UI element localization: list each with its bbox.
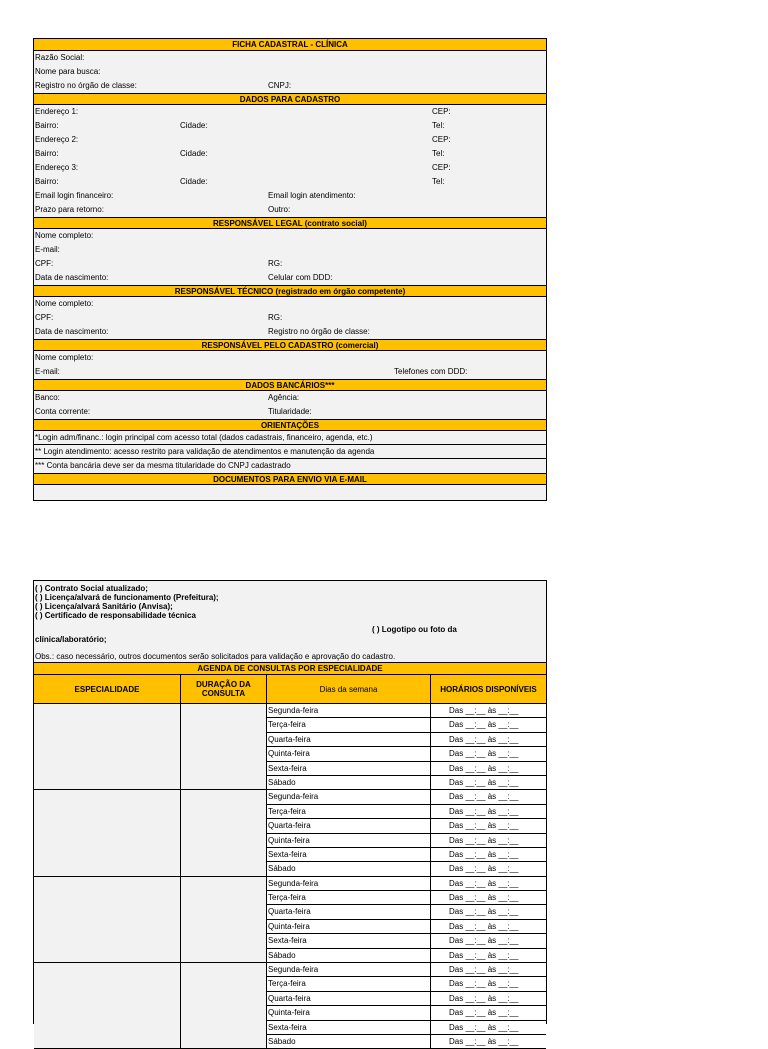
horario-cell[interactable]: Das __:__ às __:__ bbox=[431, 949, 546, 963]
day-cell: Sexta-feira bbox=[267, 934, 430, 948]
day-cell: Quarta-feira bbox=[267, 905, 430, 919]
day-cell: Quinta-feira bbox=[267, 1006, 430, 1020]
tecnico-cpf-row[interactable] bbox=[34, 311, 546, 325]
agenda-group bbox=[34, 877, 546, 963]
tecnico-nome-label: Nome completo: bbox=[35, 299, 94, 308]
day-cell: Terça-feira bbox=[267, 977, 430, 991]
cidade-label: Cidade: bbox=[180, 177, 208, 186]
horario-cell[interactable]: Das __:__ às __:__ bbox=[431, 905, 546, 919]
legal-email-row[interactable] bbox=[34, 243, 546, 257]
especialidade-cell[interactable] bbox=[34, 963, 181, 1049]
day-cell: Sábado bbox=[267, 776, 430, 790]
endereco1-label: Endereço 1: bbox=[35, 107, 79, 116]
doc-logotipo-checkbox[interactable]: ( ) Logotipo ou foto da bbox=[372, 625, 457, 634]
documentos-checklist bbox=[34, 581, 546, 665]
cadastro-telefones-label: Telefones com DDD: bbox=[394, 367, 468, 376]
legal-nascimento-label: Data de nascimento: bbox=[35, 273, 109, 282]
legal-cpf-row[interactable] bbox=[34, 257, 546, 271]
horario-cell[interactable]: Das __:__ às __:__ bbox=[431, 704, 546, 718]
legal-cpf-label: CPF: bbox=[35, 259, 54, 268]
legal-nome-label: Nome completo: bbox=[35, 231, 94, 240]
agenda-group bbox=[34, 704, 546, 790]
documentos-title: DOCUMENTOS PARA ENVIO VIA E-MAIL bbox=[34, 473, 546, 485]
email-financeiro-label: Email login financeiro: bbox=[35, 191, 114, 200]
duracao-cell[interactable] bbox=[181, 877, 267, 963]
cadastro-nome-label: Nome completo: bbox=[35, 353, 94, 362]
tel-label: Tel: bbox=[432, 149, 445, 158]
endereco2-label: Endereço 2: bbox=[35, 135, 79, 144]
legal-email-label: E-mail: bbox=[35, 245, 60, 254]
orientacao-text: *Login adm/financ.: login principal com acesso total (dados cadastrais, financeiro, agenda, etc.) bbox=[35, 433, 373, 442]
cnpj-label: CNPJ: bbox=[268, 81, 292, 90]
bairro-label: Bairro: bbox=[35, 121, 59, 130]
cep-label: CEP: bbox=[432, 107, 451, 116]
especialidade-cell[interactable] bbox=[34, 877, 181, 963]
day-cell: Sexta-feira bbox=[267, 848, 430, 862]
documentos-obs: Obs.: caso necessário, outros documentos serão solicitados para validação e aprovação do cadastro. bbox=[34, 650, 546, 663]
responsavel-cadastro-title: RESPONSÁVEL PELO CADASTRO (comercial) bbox=[34, 339, 546, 351]
bairro3-row[interactable] bbox=[34, 175, 546, 189]
day-cell: Terça-feira bbox=[267, 718, 430, 732]
cadastro-form-sheet bbox=[33, 38, 547, 501]
day-cell: Quinta-feira bbox=[267, 834, 430, 848]
tecnico-registro-label: Registro no órgão de classe: bbox=[268, 327, 370, 336]
legal-rg-label: RG: bbox=[268, 259, 283, 268]
horario-cell[interactable]: Das __:__ às __:__ bbox=[431, 819, 546, 833]
nome-busca-row[interactable] bbox=[34, 65, 546, 79]
day-cell: Quarta-feira bbox=[267, 819, 430, 833]
registro-cnpj-row[interactable] bbox=[34, 79, 546, 93]
endereco3-row[interactable] bbox=[34, 161, 546, 175]
day-cell: Segunda-feira bbox=[267, 877, 430, 891]
duracao-cell[interactable] bbox=[181, 704, 267, 790]
titularidade-label: Titularidade: bbox=[268, 407, 312, 416]
day-cell: Segunda-feira bbox=[267, 790, 430, 804]
day-cell: Sexta-feira bbox=[267, 762, 430, 776]
col-dias: Dias da semana bbox=[267, 675, 431, 703]
outro-label: Outro: bbox=[268, 205, 291, 214]
col-especialidade: ESPECIALIDADE bbox=[34, 675, 181, 703]
orientacoes-title: ORIENTAÇÕES bbox=[34, 419, 546, 431]
horario-cell[interactable]: Das __:__ às __:__ bbox=[431, 977, 546, 991]
doc-contrato-checkbox[interactable]: ( ) Contrato Social atualizado; bbox=[35, 584, 148, 593]
day-cell: Segunda-feira bbox=[267, 963, 430, 977]
horario-cell[interactable]: Das __:__ às __:__ bbox=[431, 718, 546, 732]
day-cell: Quinta-feira bbox=[267, 747, 430, 761]
razao-social-label: Razão Social: bbox=[35, 53, 85, 62]
day-cell: Quarta-feira bbox=[267, 992, 430, 1006]
registro-orgao-label: Registro no órgão de classe: bbox=[35, 81, 137, 90]
doc-certificado-checkbox[interactable]: ( ) Certificado de responsabilidade técnica bbox=[35, 611, 196, 620]
bairro2-row[interactable] bbox=[34, 147, 546, 161]
cadastro-nome-row[interactable] bbox=[34, 351, 546, 365]
horario-cell[interactable]: Das __:__ às __:__ bbox=[431, 733, 546, 747]
doc-logotipo-cont: clínica/laboratório; bbox=[35, 635, 107, 644]
responsavel-legal-title: RESPONSÁVEL LEGAL (contrato social) bbox=[34, 217, 546, 229]
horario-cell[interactable]: Das __:__ às __:__ bbox=[431, 848, 546, 862]
orientacao-text: ** Login atendimento: acesso restrito para validação de atendimentos e manutenção da agenda bbox=[35, 447, 375, 456]
agenda-title: AGENDA DE CONSULTAS POR ESPECIALIDADE bbox=[34, 663, 546, 675]
horario-cell[interactable]: Das __:__ às __:__ bbox=[431, 1006, 546, 1020]
email-atendimento-label: Email login atendimento: bbox=[268, 191, 356, 200]
orientacao-line bbox=[34, 445, 546, 459]
especialidade-cell[interactable] bbox=[34, 790, 181, 876]
tel-label: Tel: bbox=[432, 121, 445, 130]
day-cell: Terça-feira bbox=[267, 891, 430, 905]
agenda-group bbox=[34, 790, 546, 876]
tecnico-nascimento-row[interactable] bbox=[34, 325, 546, 339]
duracao-cell[interactable] bbox=[181, 963, 267, 1049]
agenda-group bbox=[34, 963, 546, 1049]
day-cell: Sexta-feira bbox=[267, 1021, 430, 1035]
horario-cell[interactable]: Das __:__ às __:__ bbox=[431, 920, 546, 934]
agenda-header-row bbox=[34, 675, 546, 704]
horario-cell[interactable]: Das __:__ às __:__ bbox=[431, 762, 546, 776]
day-cell: Sábado bbox=[267, 862, 430, 876]
horario-cell[interactable]: Das __:__ às __:__ bbox=[431, 834, 546, 848]
day-cell: Quarta-feira bbox=[267, 733, 430, 747]
day-cell: Sábado bbox=[267, 949, 430, 963]
banco-row[interactable] bbox=[34, 391, 546, 405]
cadastro-email-label: E-mail: bbox=[35, 367, 60, 376]
horario-cell[interactable]: Das __:__ às __:__ bbox=[431, 776, 546, 790]
orientacao-text: *** Conta bancária deve ser da mesma titularidade do CNPJ cadastrado bbox=[35, 461, 291, 470]
legal-nome-row[interactable] bbox=[34, 229, 546, 243]
banco-label: Banco: bbox=[35, 393, 60, 402]
horario-cell[interactable]: Das __:__ às __:__ bbox=[431, 992, 546, 1006]
col-duracao: DURAÇÃO DA CONSULTA bbox=[181, 675, 267, 703]
conta-label: Conta corrente: bbox=[35, 407, 91, 416]
dados-cadastro-title: DADOS PARA CADASTRO bbox=[34, 93, 546, 105]
cep-label: CEP: bbox=[432, 163, 451, 172]
horario-cell[interactable]: Das __:__ às __:__ bbox=[431, 934, 546, 948]
tecnico-nascimento-label: Data de nascimento: bbox=[35, 327, 109, 336]
horario-cell[interactable]: Das __:__ às __:__ bbox=[431, 790, 546, 804]
orientacao-line bbox=[34, 431, 546, 445]
bairro1-row[interactable] bbox=[34, 119, 546, 133]
razao-social-row[interactable] bbox=[34, 51, 546, 65]
endereco3-label: Endereço 3: bbox=[35, 163, 79, 172]
agencia-label: Agência: bbox=[268, 393, 300, 402]
horario-cell[interactable]: Das __:__ às __:__ bbox=[431, 877, 546, 891]
dados-bancarios-title: DADOS BANCÁRIOS*** bbox=[34, 379, 546, 391]
day-cell: Quinta-feira bbox=[267, 920, 430, 934]
tecnico-cpf-label: CPF: bbox=[35, 313, 54, 322]
bairro-label: Bairro: bbox=[35, 149, 59, 158]
doc-alvara-funcionamento-checkbox[interactable]: ( ) Licença/alvará de funcionamento (Prefeitura); bbox=[35, 593, 219, 602]
especialidade-cell[interactable] bbox=[34, 704, 181, 790]
nome-busca-label: Nome para busca: bbox=[35, 67, 101, 76]
email-login-row[interactable] bbox=[34, 189, 546, 203]
cadastro-email-row[interactable] bbox=[34, 365, 546, 379]
bairro-label: Bairro: bbox=[35, 177, 59, 186]
tel-label: Tel: bbox=[432, 177, 445, 186]
conta-row[interactable] bbox=[34, 405, 546, 419]
tecnico-rg-label: RG: bbox=[268, 313, 283, 322]
ficha-title: FICHA CADASTRAL - CLÍNICA bbox=[34, 39, 546, 51]
documentos-agenda-sheet bbox=[33, 580, 547, 1046]
horario-cell[interactable]: Das __:__ às __:__ bbox=[431, 805, 546, 819]
horario-cell[interactable]: Das __:__ às __:__ bbox=[431, 891, 546, 905]
horario-cell[interactable]: Das __:__ às __:__ bbox=[431, 747, 546, 761]
endereco1-row[interactable] bbox=[34, 105, 546, 119]
horario-cell[interactable]: Das __:__ às __:__ bbox=[431, 963, 546, 977]
cep-label: CEP: bbox=[432, 135, 451, 144]
horario-cell[interactable]: Das __:__ às __:__ bbox=[431, 862, 546, 876]
legal-celular-label: Celular com DDD: bbox=[268, 273, 333, 282]
cidade-label: Cidade: bbox=[180, 149, 208, 158]
tecnico-nome-row[interactable] bbox=[34, 297, 546, 311]
cidade-label: Cidade: bbox=[180, 121, 208, 130]
duracao-cell[interactable] bbox=[181, 790, 267, 876]
doc-alvara-sanitario-checkbox[interactable]: ( ) Licença/alvará Sanitário (Anvisa); bbox=[35, 602, 173, 611]
legal-nascimento-row[interactable] bbox=[34, 271, 546, 285]
horario-cell[interactable]: Das __:__ às __:__ bbox=[431, 1021, 546, 1035]
endereco2-row[interactable] bbox=[34, 133, 546, 147]
day-cell: Sábado bbox=[267, 1035, 430, 1049]
responsavel-tecnico-title: RESPONSÁVEL TÉCNICO (registrado em órgão competente) bbox=[34, 285, 546, 297]
day-cell: Terça-feira bbox=[267, 805, 430, 819]
horario-cell[interactable]: Das __:__ às __:__ bbox=[431, 1035, 546, 1049]
prazo-row[interactable] bbox=[34, 203, 546, 217]
day-cell: Segunda-feira bbox=[267, 704, 430, 718]
agenda-body bbox=[34, 704, 546, 1049]
prazo-retorno-label: Prazo para retorno: bbox=[35, 205, 104, 214]
col-horarios: HORÁRIOS DISPONÍVEIS bbox=[440, 684, 537, 694]
orientacao-line bbox=[34, 459, 546, 473]
